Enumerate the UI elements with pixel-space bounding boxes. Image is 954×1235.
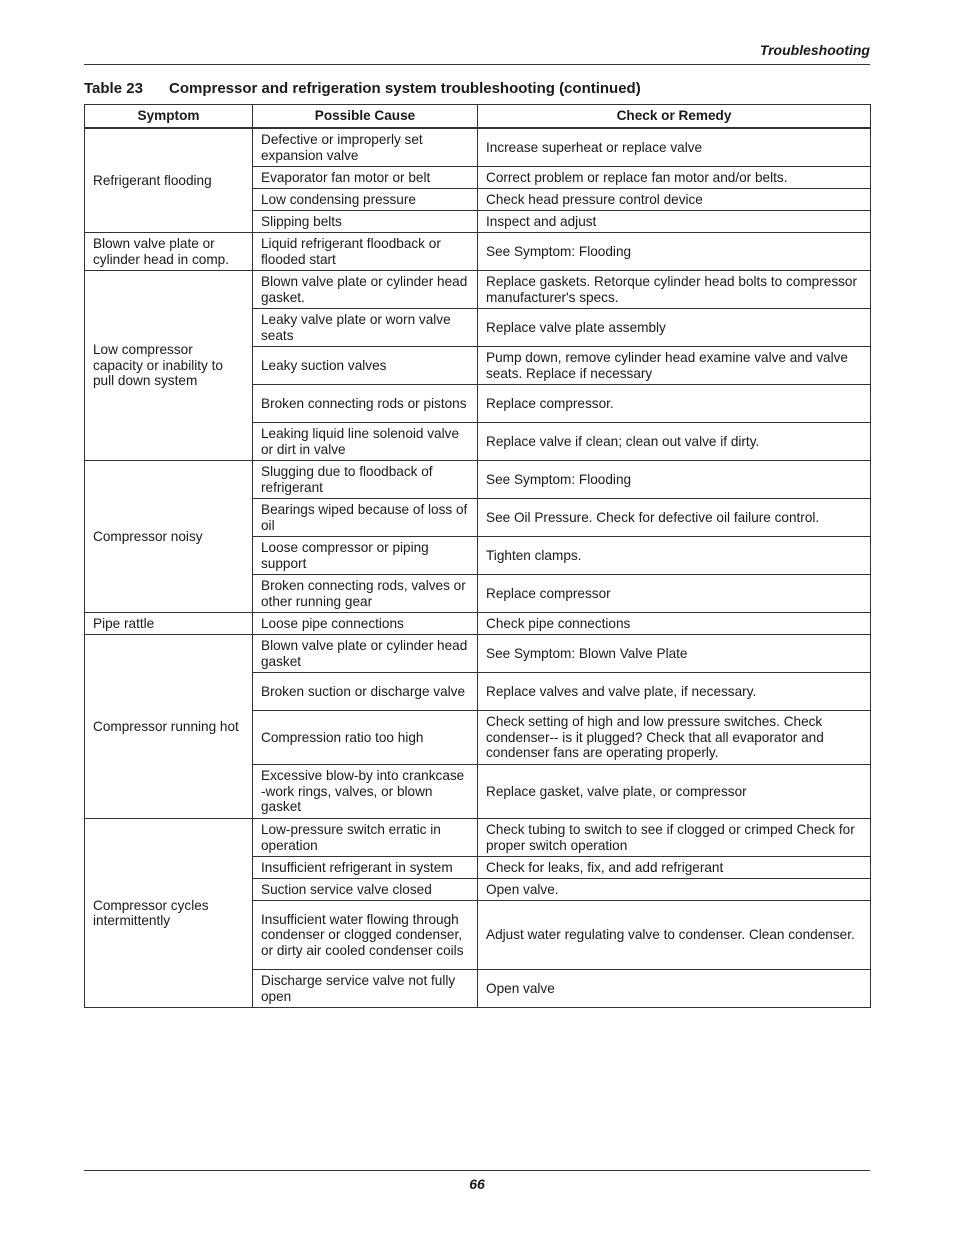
- header-rule: [84, 64, 870, 65]
- remedy-cell: See Oil Pressure. Check for defective oil failure control.: [478, 499, 871, 537]
- table-row: [85, 233, 871, 271]
- remedy-cell: Open valve.: [478, 879, 871, 901]
- footer-rule: [84, 1170, 870, 1171]
- remedy-cell: Increase superheat or replace valve: [478, 128, 871, 167]
- symptom-cell: Pipe rattle: [85, 613, 253, 635]
- cause-cell: Leaky valve plate or worn valve seats: [253, 309, 478, 347]
- cause-cell: Broken suction or discharge valve: [253, 673, 478, 711]
- table-row: [85, 461, 871, 499]
- cause-cell: Evaporator fan motor or belt: [253, 167, 478, 189]
- remedy-cell: Check for leaks, fix, and add refrigerant: [478, 857, 871, 879]
- troubleshooting-table: [84, 104, 871, 1008]
- cause-cell: Excessive blow-by into crankcase -work rings, valves, or blown gasket: [253, 765, 478, 819]
- cause-cell: Leaking liquid line solenoid valve or dirt in valve: [253, 423, 478, 461]
- table-title: Compressor and refrigeration system troubleshooting (continued): [169, 80, 641, 97]
- remedy-cell: Correct problem or replace fan motor and/or belts.: [478, 167, 871, 189]
- remedy-cell: Replace gasket, valve plate, or compressor: [478, 765, 871, 819]
- symptom-cell: Refrigerant flooding: [85, 128, 253, 233]
- remedy-cell: Tighten clamps.: [478, 537, 871, 575]
- table-caption: [84, 80, 641, 97]
- symptom-cell: Blown valve plate or cylinder head in comp.: [85, 233, 253, 271]
- remedy-cell: Replace valve if clean; clean out valve if dirty.: [478, 423, 871, 461]
- table-row: [85, 271, 871, 309]
- cause-cell: Bearings wiped because of loss of oil: [253, 499, 478, 537]
- cause-cell: Broken connecting rods or pistons: [253, 385, 478, 423]
- remedy-cell: Check pipe connections: [478, 613, 871, 635]
- cause-cell: Leaky suction valves: [253, 347, 478, 385]
- remedy-cell: Pump down, remove cylinder head examine valve and valve seats. Replace if necessary: [478, 347, 871, 385]
- column-header-cause: Possible Cause: [253, 105, 478, 129]
- remedy-cell: Check setting of high and low pressure switches. Check condenser-- is it plugged? Check that all evaporator and condenser fans are operating properly.: [478, 711, 871, 765]
- running-header: Troubleshooting: [759, 42, 870, 58]
- remedy-cell: Replace valves and valve plate, if necessary.: [478, 673, 871, 711]
- remedy-cell: Check tubing to switch to see if clogged or crimped Check for proper switch operation: [478, 819, 871, 857]
- remedy-cell: Adjust water regulating valve to condenser. Clean condenser.: [478, 901, 871, 970]
- table-row: [85, 635, 871, 673]
- cause-cell: Insufficient refrigerant in system: [253, 857, 478, 879]
- remedy-cell: Replace compressor.: [478, 385, 871, 423]
- cause-cell: Compression ratio too high: [253, 711, 478, 765]
- table-row: [85, 819, 871, 857]
- cause-cell: Discharge service valve not fully open: [253, 970, 478, 1008]
- remedy-cell: Inspect and adjust: [478, 211, 871, 233]
- table-number: Table 23: [84, 80, 143, 97]
- cause-cell: Low-pressure switch erratic in operation: [253, 819, 478, 857]
- cause-cell: Blown valve plate or cylinder head gasket.: [253, 271, 478, 309]
- remedy-cell: Replace compressor: [478, 575, 871, 613]
- cause-cell: Defective or improperly set expansion valve: [253, 128, 478, 167]
- remedy-cell: Replace gaskets. Retorque cylinder head bolts to compressor manufacturer's specs.: [478, 271, 871, 309]
- cause-cell: Suction service valve closed: [253, 879, 478, 901]
- cause-cell: Liquid refrigerant floodback or flooded start: [253, 233, 478, 271]
- cause-cell: Loose pipe connections: [253, 613, 478, 635]
- table-row: [85, 128, 871, 167]
- cause-cell: Loose compressor or piping support: [253, 537, 478, 575]
- remedy-cell: See Symptom: Blown Valve Plate: [478, 635, 871, 673]
- column-header-remedy: Check or Remedy: [478, 105, 871, 129]
- remedy-cell: Open valve: [478, 970, 871, 1008]
- cause-cell: Low condensing pressure: [253, 189, 478, 211]
- remedy-cell: Check head pressure control device: [478, 189, 871, 211]
- cause-cell: Slugging due to floodback of refrigerant: [253, 461, 478, 499]
- remedy-cell: Replace valve plate assembly: [478, 309, 871, 347]
- table-header-row: [85, 105, 871, 129]
- symptom-cell: Compressor noisy: [85, 461, 253, 613]
- remedy-cell: See Symptom: Flooding: [478, 461, 871, 499]
- cause-cell: Slipping belts: [253, 211, 478, 233]
- symptom-cell: Compressor cycles intermittently: [85, 819, 253, 1008]
- table-row: [85, 613, 871, 635]
- cause-cell: Blown valve plate or cylinder head gasket: [253, 635, 478, 673]
- column-header-symptom: Symptom: [85, 105, 253, 129]
- cause-cell: Broken connecting rods, valves or other running gear: [253, 575, 478, 613]
- symptom-cell: Compressor running hot: [85, 635, 253, 819]
- cause-cell: Insufficient water flowing through condenser or clogged condenser, or dirty air cooled condenser coils: [253, 901, 478, 970]
- remedy-cell: See Symptom: Flooding: [478, 233, 871, 271]
- symptom-cell: Low compressor capacity or inability to pull down system: [85, 271, 253, 461]
- page-number: 66: [469, 1176, 485, 1192]
